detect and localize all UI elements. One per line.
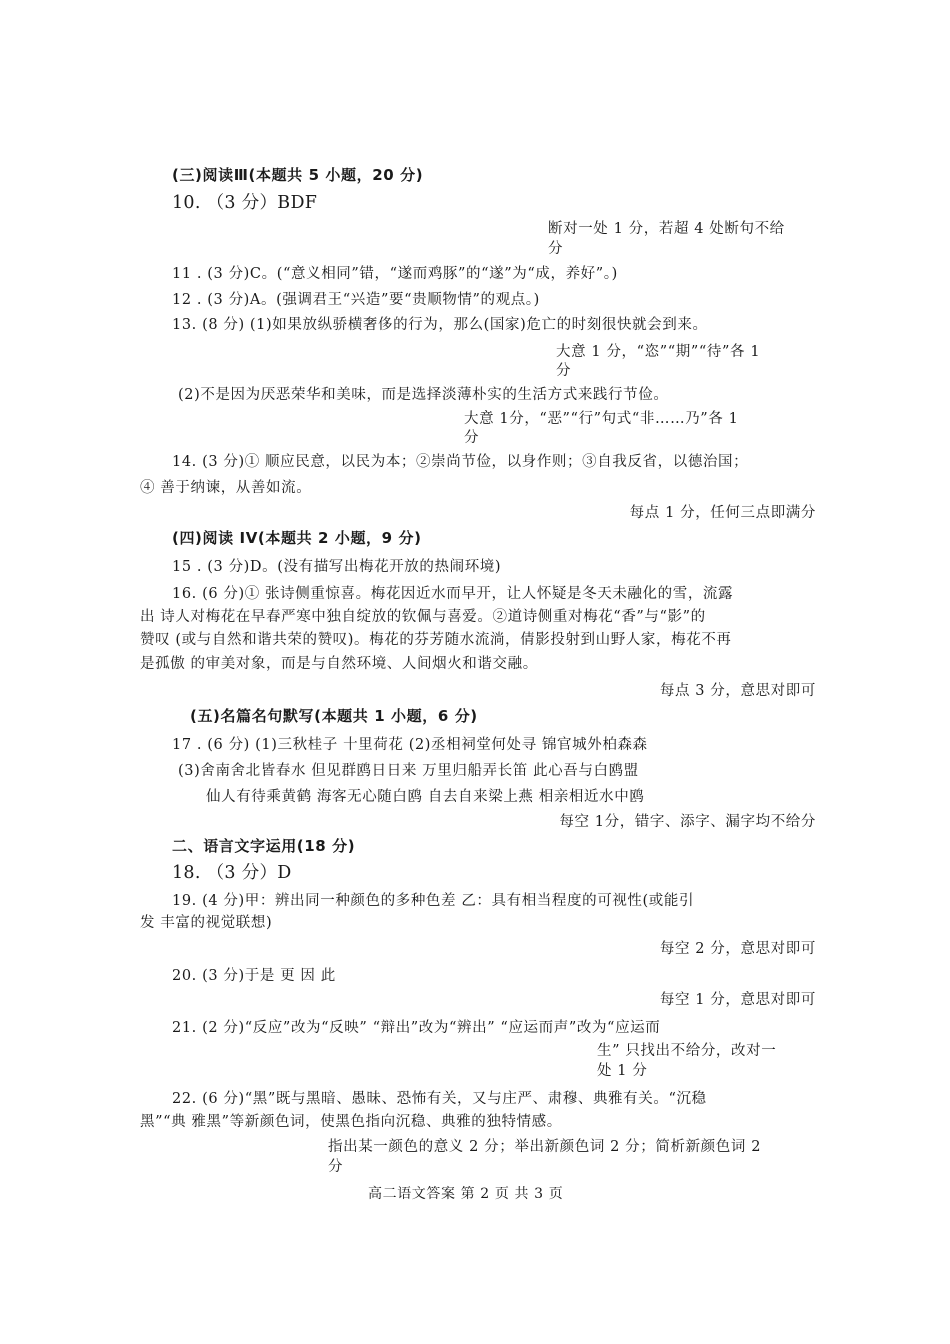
answer-q16-line3: 赞叹 (或与自然和谐共荣的赞叹)。梅花的芬芳随水流淌，倩影投射到山野人家，梅花不再 [140, 632, 732, 648]
answer-q13-part1: 13. (8 分) (1)如果放纵骄横奢侈的行为，那么(国家)危亡的时刻很快就会到来。 [172, 317, 708, 333]
scoring-note-q22-line1: 指出某一颜色的意义 2 分；举出新颜色词 2 分；简析新颜色词 2 [328, 1139, 762, 1155]
scoring-note-q22-line2: 分 [328, 1159, 344, 1175]
part-heading-language-use: 二、语言文字运用(18 分) [172, 837, 356, 855]
scoring-note-q17: 每空 1分，错字、添字、漏字均不给分 [559, 814, 816, 830]
answer-q10: 10. （3 分）BDF [172, 193, 318, 213]
scoring-note-q10-line2: 分 [548, 241, 564, 257]
page-footer: 高二语文答案 第 2 页 共 3 页 [368, 1186, 564, 1202]
answer-q14-line1: 14. (3 分)① 顺应民意，以民为本；②崇尚节俭，以身作则；③自我反省，以德治国； [172, 454, 749, 470]
scoring-note-q21-line2: 处 1 分 [597, 1063, 648, 1079]
answer-q12: 12 . (3 分)A。(强调君王“兴造”要“贵顺物情”的观点。) [172, 292, 540, 308]
answer-q20: 20. (3 分)于是 更 因 此 [172, 968, 336, 984]
answer-q16-line2: 出 诗人对梅花在早春严寒中独自绽放的钦佩与喜爱。②道诗侧重对梅花“香”与“影”的 [140, 609, 706, 625]
answer-q17-line2: (3)舍南舍北皆春水 但见群鸥日日来 万里归船弄长笛 此心吾与白鸥盟 [178, 763, 639, 779]
scoring-note-q13-2-line1: 大意 1分，“恶”“行”句式“非……乃”各 1 [464, 411, 739, 427]
answer-q21: 21. (2 分)“反应”改为“反映” “辩出”改为“辨出” “应运而声”改为“应运而 [172, 1020, 661, 1036]
scoring-note-q13-1-line2: 分 [556, 363, 572, 379]
answer-q22-line1: 22. (6 分)“黑”既与黑暗、愚昧、恐怖有关，又与庄严、肃穆、典雅有关。“沉稳 [172, 1091, 707, 1107]
answer-q11: 11 . (3 分)C。(“意义相同”错，“遂而鸡豚”的“遂”为“成，养好”。) [172, 266, 618, 282]
answer-q17-line3: 仙人有待乘黄鹤 海客无心随白鸥 自去自来梁上燕 相亲相近水中鸥 [206, 789, 645, 805]
scoring-note-q13-1-line1: 大意 1 分，“恣”“期”“待”各 1 [556, 344, 761, 360]
scoring-note-q21-line1: 生” 只找出不给分，改对一 [597, 1043, 777, 1059]
answer-q13-part2: (2)不是因为厌恶荣华和美味，而是选择淡薄朴实的生活方式来践行节俭。 [178, 387, 669, 403]
answer-q19-line1: 19. (4 分)甲：辨出同一种颜色的多种色差 乙：具有相当程度的可视性(或能引 [172, 893, 695, 909]
answer-q16-line1: 16. (6 分)① 张诗侧重惊喜。梅花因近水而早开，让人怀疑是冬天未融化的雪，流露 [172, 586, 734, 602]
scoring-note-q20: 每空 1 分，意思对即可 [659, 992, 816, 1008]
section-heading-reading-4: (四)阅读 IV(本题共 2 小题，9 分) [172, 529, 422, 547]
answer-q19-line2: 发 丰富的视觉联想) [140, 915, 273, 931]
section-heading-reading-3: (三)阅读Ⅲ(本题共 5 小题，20 分) [172, 166, 424, 184]
answer-q18: 18. （3 分）D [172, 863, 292, 883]
scoring-note-q19: 每空 2 分，意思对即可 [659, 941, 816, 957]
answer-q14-line2: ④ 善于纳谏，从善如流。 [140, 480, 312, 496]
scoring-note-q16: 每点 3 分，意思对即可 [659, 683, 816, 699]
answer-q17-line1: 17 . (6 分) (1)三秋桂子 十里荷花 (2)丞相祠堂何处寻 锦官城外柏森森 [172, 737, 648, 753]
answer-q15: 15 . (3 分)D。(没有描写出梅花开放的热闹环境) [172, 559, 502, 575]
scoring-note-q14: 每点 1 分，任何三点即满分 [629, 505, 816, 521]
section-heading-dictation: (五)名篇名句默写(本题共 1 小题，6 分) [190, 707, 478, 725]
scoring-note-q10-line1: 断对一处 1 分，若超 4 处断句不给 [548, 221, 785, 237]
answer-q22-line2: 黑”“典 雅黑”等新颜色词，使黑色指向沉稳、典雅的独特情感。 [140, 1114, 562, 1130]
scoring-note-q13-2-line2: 分 [464, 430, 480, 446]
answer-q16-line4: 是孤傲 的审美对象，而是与自然环境、人间烟火和谐交融。 [140, 656, 538, 672]
